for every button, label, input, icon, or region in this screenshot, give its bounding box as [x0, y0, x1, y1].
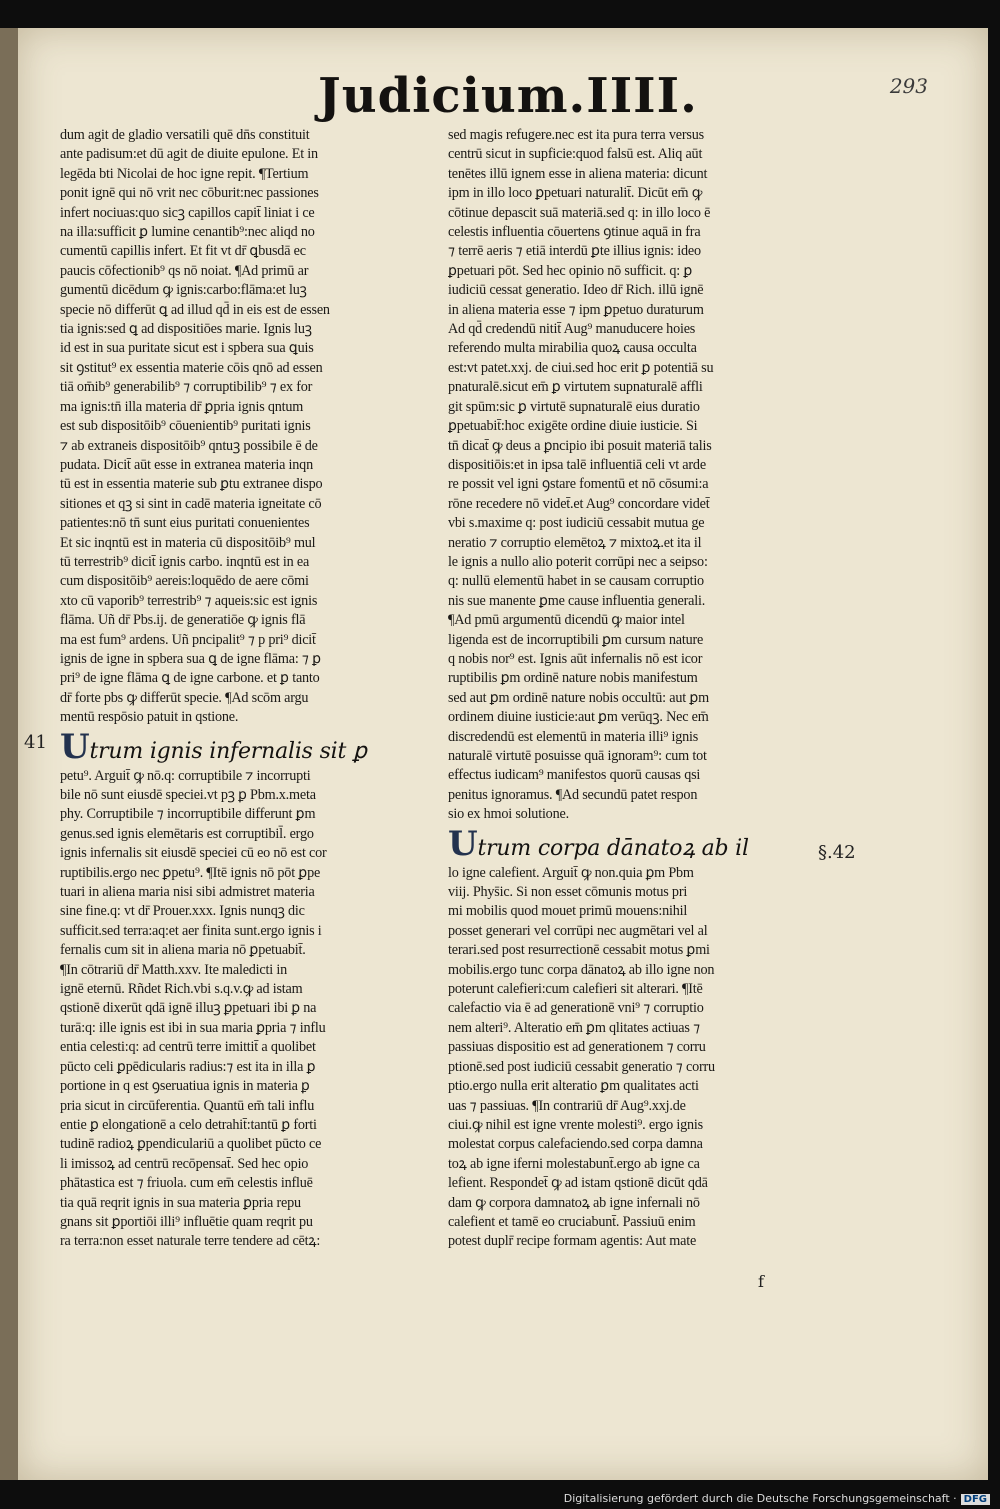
text-line: sed magis refugere.nec est ita pura terra versus [448, 127, 704, 143]
text-line: q nobis nor⁹ est. Ignis aūt infernalis nō est icor [448, 650, 703, 667]
text-line: legēda bti Nicolai de hoc igne repit. ¶Tertium [60, 165, 309, 182]
text-line: calefient et tamē eo cruciabunt̄. Passiuū enim [448, 1213, 696, 1230]
text-line: entie ꝑ elongationē a celo detrahit̄:tantū ꝑ forti [60, 1116, 317, 1133]
heading-text: trum ignis infernalis sit ꝑ [89, 738, 367, 764]
text-line: viij. Phys̄ic. Si non esset cōmunis motus pri [448, 884, 688, 901]
text-line: est:vt patet.xxj. de ciui.sed hoc erit ꝑ potentiā su [448, 359, 714, 376]
text-line: petu⁹. Arguit̄ ꝙ nō.q: corruptibile ⁊ incorrupti [60, 767, 311, 784]
text-line: xto cū vaporib⁹ terrestrib⁹ ⁊ aqueis:sic est ignis [60, 592, 318, 609]
text-line: na illa:sufficit ꝑ lumine cenantib⁹:nec aliqd no [60, 224, 315, 241]
text-line: ignis infernalis sit eiusdē speciei cū eo nō est cor [60, 845, 327, 862]
left-column [60, 126, 420, 1252]
text-line: dr̄ forte pbs ꝙ differūt specie. ¶Ad scōm argu [60, 689, 309, 706]
text-line: terari.sed post resurrectionē cessabit motus ꝑmi [448, 942, 710, 959]
running-title: Judicium.IIII. [318, 68, 698, 124]
margin-note-41: 41 [24, 732, 47, 753]
text-line: turā:q: ille ignis est ibi in sua maria ꝑpria ⁊ influ [60, 1019, 326, 1036]
text-line: iudiciū cessat generatio. Ideo dr̄ Rich. illū ignē [448, 282, 704, 299]
text-line: fernalis cum sit in aliena maria nō ꝑpetuabit̄. [60, 942, 306, 959]
left-text-block-b [60, 767, 420, 961]
text-line: ma est fum⁹ ardens. Uñ pncipalit⁹ ⁊ p pri⁹ dicit̄ [60, 631, 316, 648]
text-line: entia celesti:q: ad centrū terre imittit̄ a quolibet [60, 1039, 316, 1056]
text-line: le ignis a nullo alio poterit corrūpi nec a seipso: [448, 553, 708, 570]
text-line: gnans sit ꝑportiōi illi⁹ influētie quam reqrit pu [60, 1213, 313, 1230]
catchword: f [758, 1272, 764, 1291]
text-line: id est in sua puritate sicut est i spbera sua ꝗuis [60, 340, 314, 357]
text-line: ⁊ ab extraneis dispositōib⁹ qntuꝫ possibile ē de [60, 437, 318, 454]
text-line: nem alteri⁹. Alteratio em̄ ꝑm qlitates actiuas ⁊ [448, 1019, 700, 1036]
text-line: pūcto celi ꝑpēdicularis radius:⁊ est ita in illa ꝑ [60, 1058, 316, 1075]
text-line: mobilis.ergo tunc corpa dānatoꝝ ab illo igne non [448, 961, 715, 978]
text-line: pnaturalē.sicut em̄ ꝑ virtutem supnaturalē affli [448, 379, 703, 396]
text-line: ligenda est de incorruptibili ꝑm cursum nature [448, 631, 704, 648]
text-line: centrū sicut in supficie:quod falsū est. Aliq aūt [448, 146, 703, 163]
text-line: specie nō differūt ꝗ ad illud qd̄ in eis est de essen [60, 301, 330, 318]
text-line: sitiones et qꝫ si sint in cadē materia igneitate cō [60, 495, 322, 512]
text-line: tuari in aliena maria nisi sibi admistret materia [60, 884, 315, 901]
text-line: ignē eternū. Rñdet Rich.vbi s.q.v.ꝙ ad istam [60, 981, 303, 998]
text-line: pria sicut in circūferentia. Quantū em̄ tali influ [60, 1097, 315, 1114]
text-line: Ad qd̄ credendū nitit̄ Aug⁹ manuducere hoies [448, 321, 696, 338]
text-line: cum dispositōib⁹ aereis:loquēdo de aere cōmi [60, 573, 309, 590]
text-line: referendo multa mirabilia quoꝝ causa occulta [448, 340, 697, 357]
text-line: passiuas dispositio est ad generationem ⁊ corru [448, 1039, 706, 1056]
text-line: ꝑpetuabit̄:hoc exigēte ordine diuie iusticie. Si [448, 418, 698, 435]
text-line: tn̄ dicat̄ ꝙ deus a ꝑncipio ibi posuit materiā talis [448, 437, 712, 454]
text-line: mentū respōsio patuit in qstione. [60, 709, 239, 726]
text-line: flāma. Uñ dr̄ Pbs.ij. de generatiōe ꝙ ignis flā [60, 612, 306, 629]
text-line: tenētes illū ignem esse in aliena materia: dicunt [448, 165, 708, 182]
text-line: calefactio via ē ad generationē vni⁹ ⁊ corruptio [448, 1000, 704, 1017]
text-line: toꝝ ab igne iferni molestabunt̄.ergo ab igne ca [448, 1155, 700, 1172]
text-line: bile nō sunt eiusdē speciei.vt pꝫ ꝑ Pbm.x.meta [60, 787, 316, 803]
text-line: poterunt calefieri:cum calefieri sit alterari. ¶Itē [448, 981, 703, 998]
text-line: li imissoꝝ ad centrū recōpensat̄. Sed hec opio [60, 1155, 309, 1172]
text-line: est sub dispositōib⁹ cōuenientib⁹ puritati ignis [60, 418, 311, 435]
drop-cap: U [448, 823, 478, 864]
text-line: patientes:nō tn̄ sunt eius puritati conuenientes [60, 515, 310, 532]
right-column [448, 126, 804, 1252]
text-line: git spūm:sic ꝑ virtutē supnaturalē eius duratio [448, 398, 700, 415]
text-line: vbi s.maxime q: post iudiciū cessabit mutua ge [448, 515, 705, 532]
text-line: phy. Corruptibile ⁊ incorruptibile differunt ꝑm [60, 806, 316, 823]
text-line: tū terrestrib⁹ dicit̄ ignis carbo. inqntū est in ea [60, 553, 310, 570]
text-line: sed aut ꝑm ordinē nature nobis occultū: aut ꝑm [448, 689, 709, 706]
text-line: ¶In cōtrariū dr̄ Matth.xxv. Ite maledicti in [60, 961, 287, 978]
text-line: ¶Ad pmū argumentū dicendū ꝙ maior intel [448, 612, 685, 629]
text-line: tia ignis:sed ꝗ ad dispositiōes marie. Ignis luꝫ [60, 321, 312, 338]
text-line: paucis cōfectionib⁹ qs nō noiat. ¶Ad primū ar [60, 262, 309, 279]
text-line: lefient. Respondet̄ ꝙ ad istam qstionē dicūt qdā [448, 1175, 708, 1192]
text-line: posset generari vel corrūpi nec augmētari vel al [448, 922, 708, 939]
text-line: ruptibilis ꝑm ordinē nature nobis manifestum [448, 670, 698, 687]
text-line: gumentū dicēdum ꝙ ignis:carbo:flāma:et luꝫ [60, 282, 307, 299]
text-line: sufficit.sed terra:aq:et aer finita sunt.ergo ignis i [60, 922, 322, 939]
text-line: celestis influentia cōuertens ꝯtinue aquā in fra [448, 224, 701, 241]
text-line: lo igne calefient. Arguit̄ ꝙ non.quia ꝑm Pbm [448, 864, 694, 881]
text-line: genus.sed ignis elemētaris est corruptibil̄. ergo [60, 825, 314, 842]
folio-number: 293 [889, 74, 928, 98]
text-line: phātastica est ⁊ friuola. cum em̄ celestis influē [60, 1175, 313, 1192]
right-text-block-b [448, 611, 804, 824]
text-line: portione in q est ꝯseruatiua ignis in materia ꝑ [60, 1078, 310, 1095]
text-line: ptio.ergo nulla erit alteratio ꝑm qualitates acti [448, 1078, 699, 1095]
text-line: Et sic inqntū est in materia cū dispositōib⁹ mul [60, 534, 316, 551]
text-line: tū est in essentia materie sub ꝑtu extranee dispo [60, 476, 323, 493]
text-line: sine fine.q: vt dr̄ Prouer.xxx. Ignis nunqꝫ dic [60, 903, 305, 920]
text-line: mi mobilis quod mouet primū mouens:nihil [448, 903, 688, 920]
text-line: dum agit de gladio versatili quē dn̄s constituit [60, 127, 310, 143]
text-line: tia quā reqrit ignis in sua materia ꝑpria repu [60, 1194, 301, 1211]
text-line: infert nociuas:quo sicꝫ capillos capit̄ liniat i ce [60, 204, 315, 221]
text-line: sit ꝯstitut⁹ ex essentia materie cōis qnō ad essen [60, 359, 323, 376]
margin-note-42: §.42 [818, 842, 856, 863]
text-line: neratio ⁊ corruptio elemētoꝝ ⁊ mixtoꝝ.et ita il [448, 534, 702, 551]
text-line: penitus ignoramus. ¶Ad secundū patet respon [448, 786, 698, 803]
text-line: naturalē virtutē posuisse quā ignoram⁹: cum tot [448, 748, 707, 764]
text-line: cumentū capillis infert. Et fit vt dr̄ ꝗbusdā ec [60, 243, 306, 260]
text-line: ma ignis:tn̄ illa materia dr̄ ꝑpria ignis qntum [60, 398, 304, 415]
text-line: rōne recedere nō videt̄.et Aug⁹ concordare videt̄ [448, 495, 710, 512]
text-line: ante padisum:et dū agit de diuite epulone. Et in [60, 146, 318, 163]
text-line: molestat corpus calefaciendo.sed corpa damna [448, 1136, 703, 1153]
text-line: ra terra:non esset naturale terre tendere ad cētꝝ: [60, 1233, 321, 1250]
text-line: effectus iudicam⁹ manifestos quorū causas qsi [448, 767, 701, 784]
left-text-block-c [60, 961, 420, 1252]
text-line: pri⁹ de igne flāma ꝗ de igne carbone. et ꝑ tanto [60, 670, 320, 687]
text-line: ipm in illo loco ꝑpetuari naturalit̄. Dicūt em̄ ꝙ [448, 185, 703, 202]
text-line: discredendū est elementū in materia illi⁹ ignis [448, 728, 699, 745]
text-line: sio ex hmoi solutione. [448, 806, 569, 823]
right-question-heading [448, 823, 804, 864]
text-line: ordinem diuine iusticie:aut ꝑm verūqꝫ. Nec em̄ [448, 709, 709, 726]
text-line: ⁊ terrē aeris ⁊ etiā interdū ꝑte illius ignis: ideo [448, 243, 701, 260]
text-line: potest duplr̄ recipe formam agentis: Aut mate [448, 1233, 697, 1250]
left-question-heading [60, 726, 420, 767]
heading-text: trum corpa dānatoꝝ ab il [477, 835, 749, 861]
text-line: qstionē dixerūt qdā ignē illuꝫ ꝑpetuari ibi ꝑ na [60, 1000, 317, 1017]
left-text-block-a [60, 126, 420, 728]
footer-text: Digitalisierung gefördert durch die Deutsche Forschungsgemeinschaft · [563, 1492, 957, 1505]
text-line: tiā om̄ib⁹ generabilib⁹ ⁊ corruptibilib⁹ ⁊ ex for [60, 379, 313, 396]
text-line: ciui.ꝙ nihil est igne vrente molesti⁹. ergo ignis [448, 1116, 703, 1133]
text-line: cōtinue depascit suā materiā.sed q: in illo loco ē [448, 204, 711, 221]
text-line: nis sue manente ꝑme cause influentia generali. [448, 592, 706, 609]
right-text-block-a [448, 126, 804, 611]
digitization-footer [564, 1492, 990, 1505]
text-line: pudata. Dicit̄ aūt esse in extranea materia inqn [60, 456, 313, 473]
text-line: ponit ignē qui nō vrit nec cōburit:nec passiones [60, 185, 319, 202]
text-line: ꝑpetuari pōt. Sed hec opinio nō sufficit. q: ꝑ [448, 262, 693, 279]
text-line: uas ⁊ passiuas. ¶In contrariū dr̄ Aug⁹.xxj.de [448, 1097, 686, 1114]
drop-cap: U [60, 726, 90, 767]
right-text-block-c [448, 864, 804, 1252]
text-line: q: nullū elementū habet in se causam corruptio [448, 573, 704, 590]
text-line: dam ꝙ corpora damnatoꝝ ab igne infernali nō [448, 1194, 700, 1211]
text-line: tudinē radioꝝ ꝑpendiculariū a quolibet pūcto ce [60, 1136, 322, 1153]
text-line: dispositiōis:et in ipsa talē influentiā celi vt arde [448, 456, 706, 473]
text-line: ruptibilis.ergo nec ꝑpetu⁹. ¶Itē ignis nō pōt ꝑpe [60, 864, 321, 881]
text-line: re possit vel igni ꝯstare fomentū et nō cōsumi:a [448, 476, 709, 493]
book-page [0, 28, 988, 1480]
text-line: in aliena materia esse ⁊ ipm ꝑpetuo duraturum [448, 301, 704, 318]
text-line: ptionē.sed post iudiciū cessabit generatio ⁊ corru [448, 1058, 715, 1075]
text-line: ignis de igne in spbera sua ꝗ de igne flāma: ⁊ ꝑ [60, 650, 321, 667]
dfg-logo: DFG [961, 1494, 990, 1505]
